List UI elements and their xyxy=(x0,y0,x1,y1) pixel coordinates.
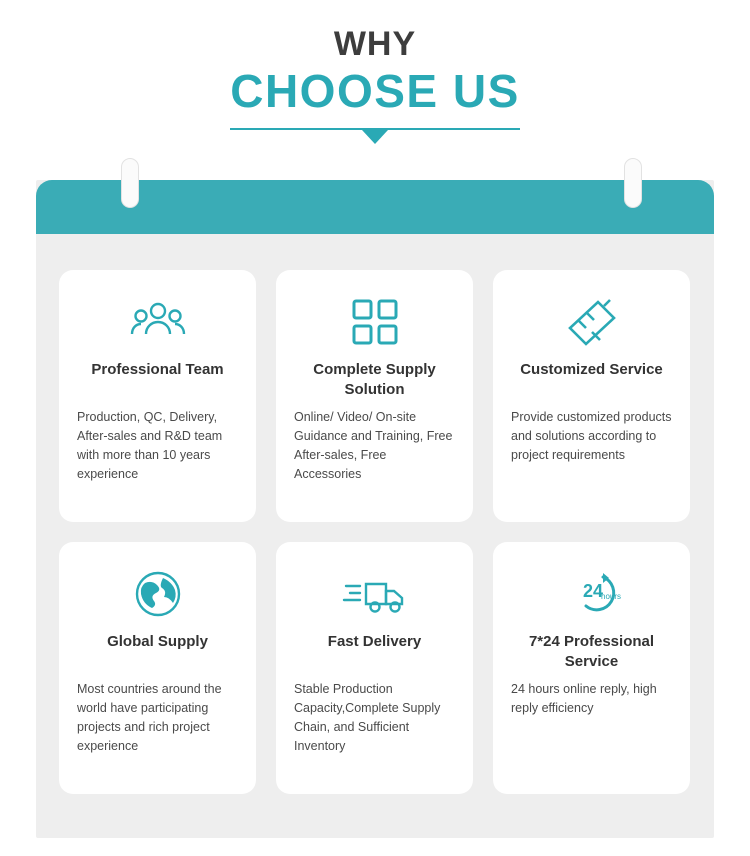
feature-card-title: Global Supply xyxy=(107,633,208,650)
grid-squares-icon xyxy=(294,292,455,352)
pencil-ruler-icon xyxy=(511,292,672,352)
feature-card-body: Provide customized products and solutions according to project requirements xyxy=(511,410,672,462)
feature-card xyxy=(59,542,256,794)
page-title xyxy=(0,0,750,146)
feature-card-title: Fast Delivery xyxy=(327,633,422,650)
feature-card-body: Online/ Video/ On-site Guidance and Training, Free After-sales, Free Accessories xyxy=(294,410,453,481)
feature-board xyxy=(36,180,714,838)
feature-card-title: Complete Supply Solution xyxy=(313,361,436,398)
team-icon xyxy=(77,292,238,352)
feature-card xyxy=(493,542,690,794)
delivery-truck-icon xyxy=(294,564,455,624)
title-underline xyxy=(230,128,520,146)
feature-card-body: Most countries around the world have participating projects and rich project experience xyxy=(77,682,222,753)
feature-card-body: Production, QC, Delivery, After-sales and R&D team with more than 10 years experience xyxy=(77,410,223,481)
feature-card-title: Professional Team xyxy=(91,361,224,378)
feature-card-grid xyxy=(59,270,691,794)
chevron-down-icon xyxy=(362,130,388,144)
24-hours-clock-icon xyxy=(511,564,672,624)
feature-card-body: Stable Production Capacity,Complete Supply Chain, and Sufficient Inventory xyxy=(294,682,441,753)
feature-card xyxy=(493,270,690,522)
clip-right-icon xyxy=(624,158,642,208)
page-title-line2: CHOOSE US xyxy=(230,65,520,117)
feature-card xyxy=(59,270,256,522)
feature-card xyxy=(276,542,473,794)
feature-card-body: 24 hours online reply, high reply efficiency xyxy=(511,682,657,715)
globe-icon xyxy=(77,564,238,624)
feature-card xyxy=(276,270,473,522)
page-title-line1: WHY xyxy=(333,25,417,63)
clip-left-icon xyxy=(121,158,139,208)
svg-text:hours: hours xyxy=(600,592,621,601)
svg-text:24: 24 xyxy=(582,581,603,601)
feature-card-title: Customized Service xyxy=(520,361,663,378)
feature-card-title: 7*24 Professional Service xyxy=(528,633,655,670)
